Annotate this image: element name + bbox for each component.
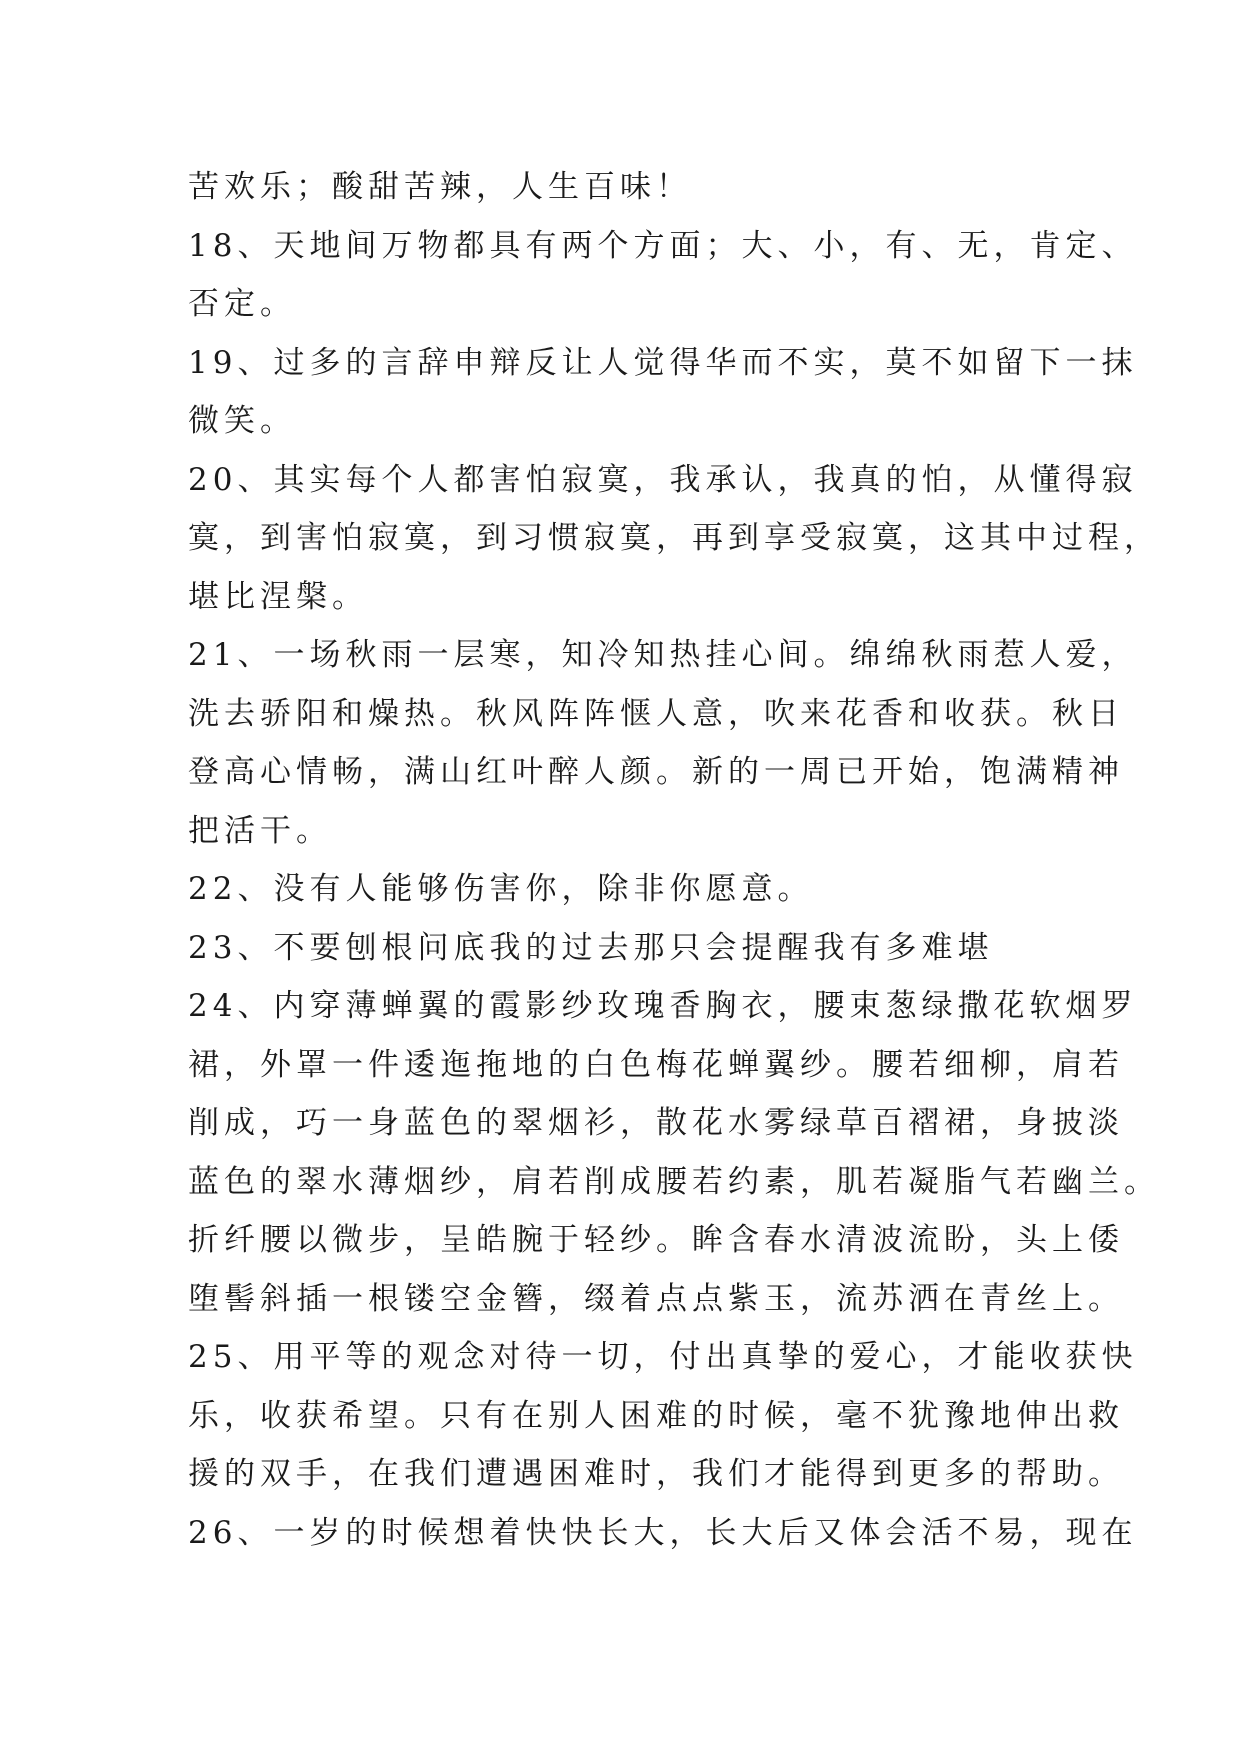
text-line: 援的双手，在我们遭遇困难时，我们才能得到更多的帮助。 (188, 1456, 1124, 1492)
text-line: 否定。 (188, 286, 296, 322)
text-line: 19、过多的言辞申辩反让人觉得华而不实，莫不如留下一抹 (188, 344, 1138, 381)
text-line: 乐，收获希望。只有在别人困难的时候，毫不犹豫地伸出救 (188, 1397, 1124, 1434)
text-line: 折纤腰以微步，呈皓腕于轻纱。眸含春水清波流盼，头上倭 (188, 1222, 1124, 1258)
text-line: 25、用平等的观念对待一切，付出真挚的爱心，才能收获快 (188, 1339, 1138, 1375)
text-line: 洗去骄阳和燥热。秋风阵阵惬人意，吹来花香和收获。秋日 (188, 695, 1124, 732)
text-line: 登高心情畅，满山红叶醉人颜。新的一周已开始，饱满精神 (188, 754, 1124, 790)
text-line: 18、天地间万物都具有两个方面；大、小，有、无，肯定、 (188, 227, 1138, 264)
text-line: 寞，到害怕寂寞，到习惯寂寞，再到享受寂寞，这其中过程， (188, 520, 1160, 556)
text-line: 23、不要刨根问底我的过去那只会提醒我有多难堪 (188, 929, 994, 966)
text-line: 堪比涅槃。 (188, 578, 368, 615)
text-line: 把活干。 (188, 812, 332, 849)
text-line: 蓝色的翠水薄烟纱，肩若削成腰若约素，肌若凝脂气若幽兰。 (188, 1163, 1160, 1200)
text-line: 微笑。 (188, 403, 296, 439)
text-line: 22、没有人能够伤害你，除非你愿意。 (188, 871, 814, 907)
text-line: 削成，巧一身蓝色的翠烟衫，散花水雾绿草百褶裙，身披淡 (188, 1105, 1124, 1141)
text-line: 裙，外罩一件逶迤拖地的白色梅花蝉翼纱。腰若细柳，肩若 (188, 1046, 1124, 1083)
text-line: 26、一岁的时候想着快快长大，长大后又体会活不易，现在 (188, 1514, 1138, 1551)
text-line: 苦欢乐；酸甜苦辣，人生百味！ (188, 169, 692, 205)
body-text (188, 158, 1160, 1562)
text-line: 21、一场秋雨一层寒，知冷知热挂心间。绵绵秋雨惹人爱， (188, 637, 1138, 673)
text-line: 24、内穿薄蝉翼的霞影纱玫瑰香胸衣，腰束葱绿撒花软烟罗 (188, 988, 1138, 1024)
text-line: 20、其实每个人都害怕寂寞，我承认，我真的怕，从懂得寂 (188, 461, 1138, 498)
text-line: 堕髻斜插一根镂空金簪，缀着点点紫玉，流苏洒在青丝上。 (188, 1280, 1124, 1317)
